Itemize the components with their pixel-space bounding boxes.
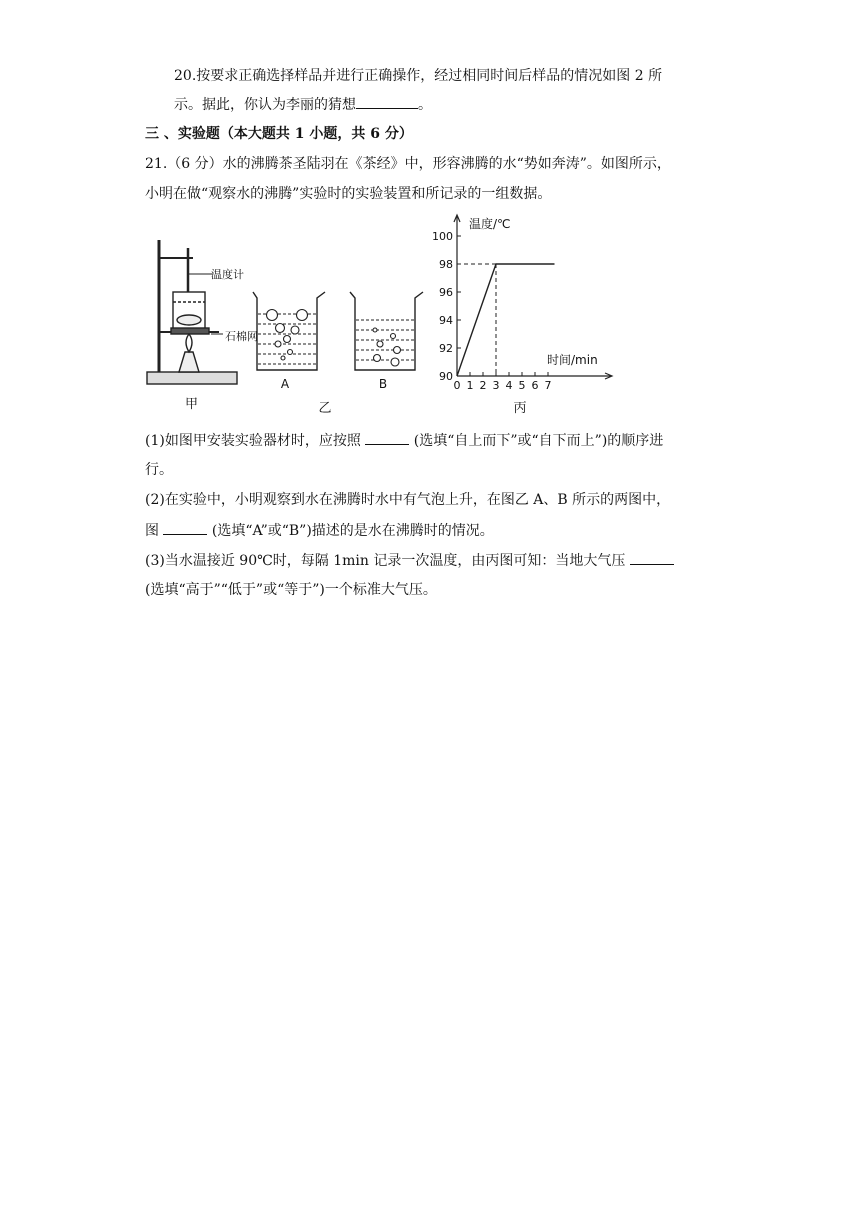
apparatus-jia	[147, 240, 237, 384]
thermometer-label: 温度计	[211, 268, 244, 281]
beaker-b-label: B	[378, 377, 388, 391]
x-tick-label: 5	[518, 379, 526, 392]
flame-icon	[186, 334, 192, 352]
label-jia: 甲	[185, 397, 199, 412]
temperature-chart	[432, 215, 612, 392]
y-tick-label: 90	[439, 370, 453, 383]
q21-sub2: (2)在实验中，小明观察到水在沸腾时水中有气泡上升，在图乙 A、B 所示的两图中，	[145, 492, 671, 508]
answer-blank[interactable]	[356, 94, 418, 109]
y-tick-label: 96	[439, 286, 453, 299]
q21-sub1: (1)如图甲安装实验器材时，应按照 (选填“自上而下”或“自下而上”)的顺序进	[145, 430, 663, 451]
stand-base	[147, 372, 237, 384]
temperature-line	[457, 264, 555, 376]
y-tick-label: 98	[439, 258, 453, 271]
answer-blank-3[interactable]	[630, 550, 674, 565]
label-bing: 丙	[513, 401, 527, 416]
x-tick-label: 1	[466, 379, 474, 392]
section-heading: 三 、实验题（本大题共 1 小题，共 6 分）	[145, 126, 413, 142]
beaker-a-label: A	[280, 377, 290, 391]
q20-line1: 20.按要求正确选择样品并进行正确操作，经过相同时间后样品的情况如图 2 所	[174, 68, 663, 84]
x-tick-label: 2	[479, 379, 487, 392]
x-axis-label: 时间/min	[547, 353, 598, 367]
q21-line2: 小明在做“观察水的沸腾”实验时的实验装置和所记录的一组数据。	[145, 186, 552, 202]
lamp-icon	[179, 352, 199, 372]
beaker-b	[350, 292, 423, 370]
q21-sub1-cont: 行。	[145, 462, 173, 478]
y-tick-label: 92	[439, 342, 453, 355]
y-axis-label: 温度/℃	[469, 217, 511, 231]
label-yi: 乙	[318, 401, 332, 416]
x-tick-label: 4	[505, 379, 513, 392]
x-tick-label: 3	[492, 379, 500, 392]
experiment-figure	[145, 212, 625, 420]
answer-blank-2[interactable]	[163, 520, 207, 535]
gauze-icon	[171, 328, 209, 334]
q21-sub3-cont: (选填“高于”“低于”或“等于”)一个标准大气压。	[145, 582, 437, 598]
q21-line1: 21.（6 分）水的沸腾茶圣陆羽在《茶经》中，形容沸腾的水“势如奔涛”。如图所示，	[145, 156, 671, 172]
x-tick-label: 7	[544, 379, 552, 392]
q20-line2: 示。据此，你认为李丽的猜想 。	[174, 94, 432, 115]
q21-sub2-cont: 图 (选填“A”或“B”)描述的是水在沸腾时的情况。	[145, 520, 494, 541]
y-tick-label: 94	[439, 314, 453, 327]
large-bubbles	[267, 310, 308, 361]
gauze-label: 石棉网	[225, 330, 258, 343]
q21-sub3: (3)当水温接近 90℃时，每隔 1min 记录一次温度，由丙图可知：当地大气压	[145, 550, 674, 571]
answer-blank-1[interactable]	[365, 430, 409, 445]
x-tick-label: 6	[531, 379, 539, 392]
y-tick-label: 100	[432, 230, 453, 243]
x-tick-label: 0	[453, 379, 461, 392]
figure-svg	[145, 212, 625, 420]
beaker-a	[253, 292, 325, 370]
